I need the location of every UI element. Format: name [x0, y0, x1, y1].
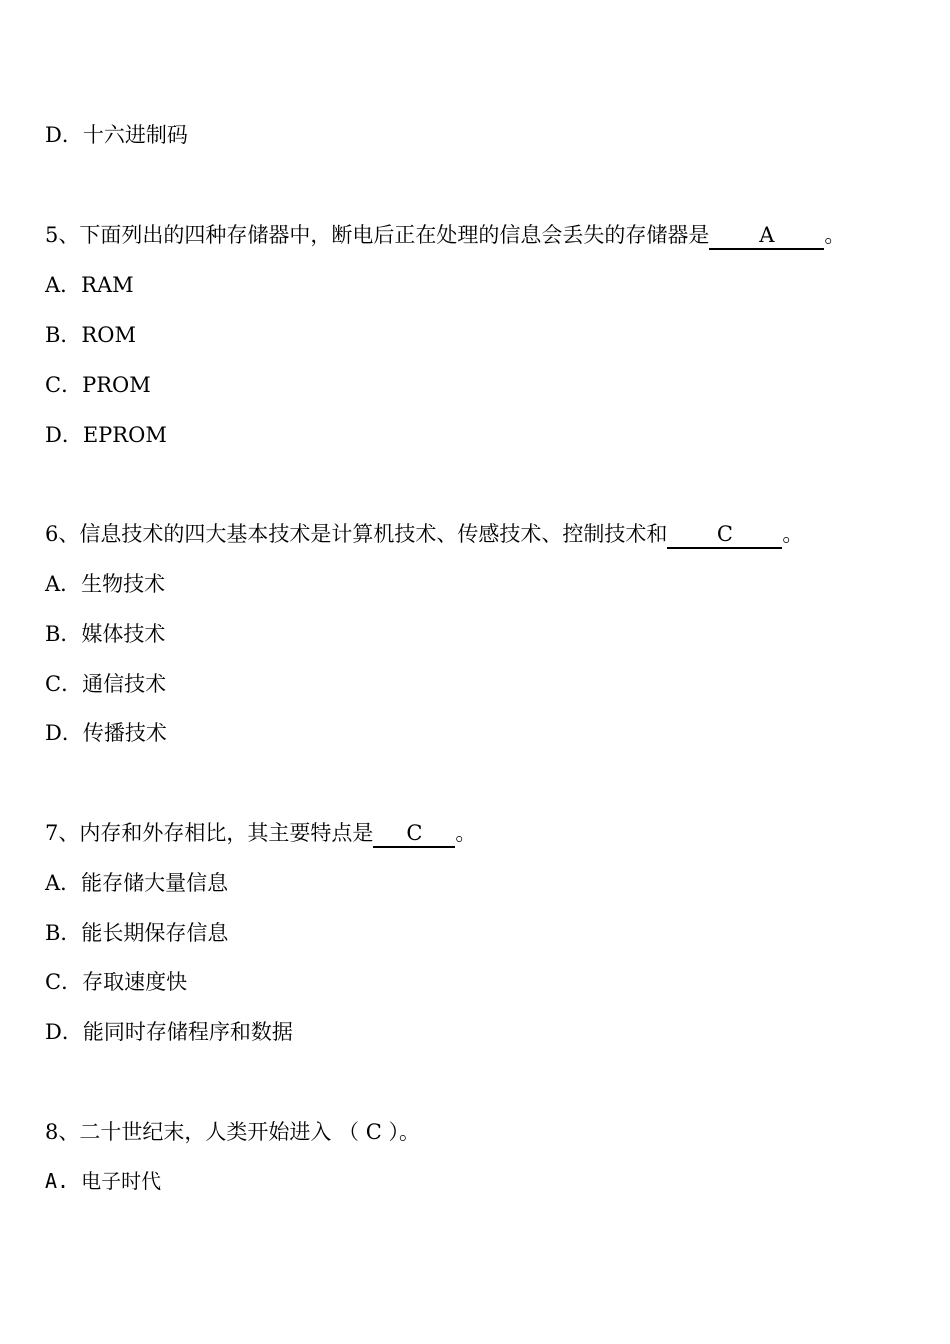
q5-option-d: D．EPROM — [45, 423, 167, 447]
q6-option-a: A．生物技术 — [45, 572, 166, 596]
q6-option-b: B．媒体技术 — [45, 622, 166, 646]
q7-period: 。 — [455, 821, 477, 845]
q7-answer-blank: C — [373, 822, 455, 848]
q5-answer-blank: A — [709, 224, 824, 250]
q8-stem: 8、二十世纪末，人类开始进入 （ C ）。 — [45, 1120, 420, 1144]
q7-stem-line — [45, 820, 476, 848]
q7-option-b: B．能长期保存信息 — [45, 921, 229, 945]
q5-option-c: C．PROM — [45, 373, 151, 397]
q6-stem-line — [45, 521, 803, 549]
q5-option-b: B．ROM — [45, 323, 136, 347]
q6-stem: 6、信息技术的四大基本技术是计算机技术、传感技术、控制技术和 — [45, 522, 668, 546]
q6-option-c: C．通信技术 — [45, 672, 167, 696]
q7-option-d: D．能同时存储程序和数据 — [45, 1020, 293, 1044]
q5-stem-line — [45, 222, 845, 250]
q6-answer-blank: C — [667, 523, 782, 549]
q4-option-d: D．十六进制码 — [45, 123, 188, 147]
q6-period: 。 — [782, 522, 804, 546]
q7-stem: 7、内存和外存相比，其主要特点是 — [45, 821, 374, 845]
q6-option-d: D．传播技术 — [45, 721, 167, 745]
q8-option-a: A. 电子时代 — [45, 1169, 162, 1193]
q7-option-c: C．存取速度快 — [45, 970, 188, 994]
q5-period: 。 — [824, 223, 846, 247]
q7-option-a: A．能存储大量信息 — [45, 871, 229, 895]
q5-stem: 5、下面列出的四种存储器中，断电后正在处理的信息会丢失的存储器是 — [45, 223, 710, 247]
q5-option-a: A．RAM — [45, 273, 134, 297]
